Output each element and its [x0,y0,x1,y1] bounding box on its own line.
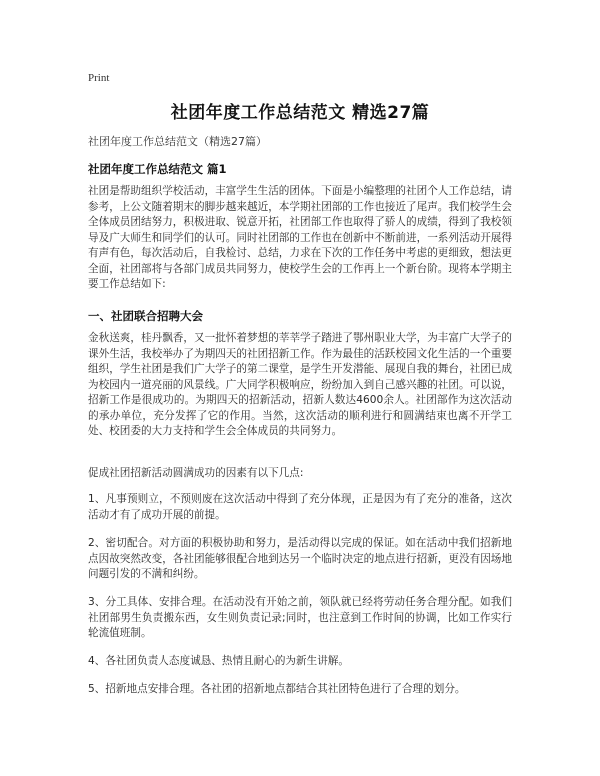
subtitle: 社团年度工作总结范文（精选27篇） [88,135,267,148]
factors-intro: 促成社团招新活动圆满成功的因素有以下几点: [88,467,304,479]
factor-item-1: 1、凡事预则立，不预则废在这次活动中得到了充分体现，正是因为有了充分的准备，这次活动才有了成功开展的前提。 [88,493,512,521]
section-paragraph: 金秋送爽，桂丹飘香，又一批怀着梦想的莘莘学子踏进了鄂州职业大学，为丰富广大学子的课外生活，我校举办了为期四天的社团招新工作。作为最佳的活跃校园文化生活的一个重要组织，学生社团是我们广大学子的第二课堂，是学生开发潜能、展现自我的舞台，社团已成为校园内一道亮丽的风景线。广大同学积极响应，纷纷加入到自己感兴趣的社团。可以说，招新工作是很成功的。为期四天的招新活动，招新人数达4600余人。社团部作为这次活动的承办单位，充分发挥了它的作用。当然，这次活动的顺利进行和圆满结束也离不开学工处、校团委的大力支持和学生会全体成员的共同努力。 [88,332,512,437]
factor-item-3: 3、分工具体、安排合理。在活动没有开始之前，领队就已经将劳动任务合理分配。如我们社团部男生负责搬东西，女生则负责记录;同时，也注意到工作时间的协调，比如工作实行轮流值班制。 [88,596,512,639]
section-heading: 一、社团联合招聘大会 [88,309,203,323]
intro-paragraph: 社团是帮助组织学校活动，丰富学生生活的团体。下面是小编整理的社团个人工作总结，请参考，上公文随着期末的脚步越来越近，本学期社团部的工作也接近了尾声。我们校学生会全体成员团结努力，积极进取、锐意开拓，社团部工作也取得了骄人的成绩，得到了我校领导及广大师生和同学们的认可。同时社团部的工作也在创新中不断前进，一系列活动开展得有声有色，每次活动后，自我检讨、总结，力求在下次的工作任务中考虑的更细致，想法更全面，社团部将与各部门成员共同努力，使校学生会的工作再上一个新台阶。现将本学期主要工作总结如下: [88,185,512,290]
factor-item-2: 2、密切配合。对方面的积极协助和努力，是活动得以完成的保证。如在活动中我们招新地点因故突然改变，各社团能够很配合地到达另一个临时决定的地点进行招新，更没有因场地问题引发的不满和纠纷。 [88,537,512,580]
factor-item-4: 4、各社团负责人态度诚恳、热情且耐心的为新生讲解。 [88,655,349,667]
page-title: 社团年度工作总结范文 精选27篇 [170,103,430,123]
factor-item-5: 5、招新地点安排合理。各社团的招新地点都结合其社团特色进行了合理的划分。 [88,683,466,695]
article-heading: 社团年度工作总结范文 篇1 [88,162,227,176]
print-label[interactable]: Print [88,72,110,84]
